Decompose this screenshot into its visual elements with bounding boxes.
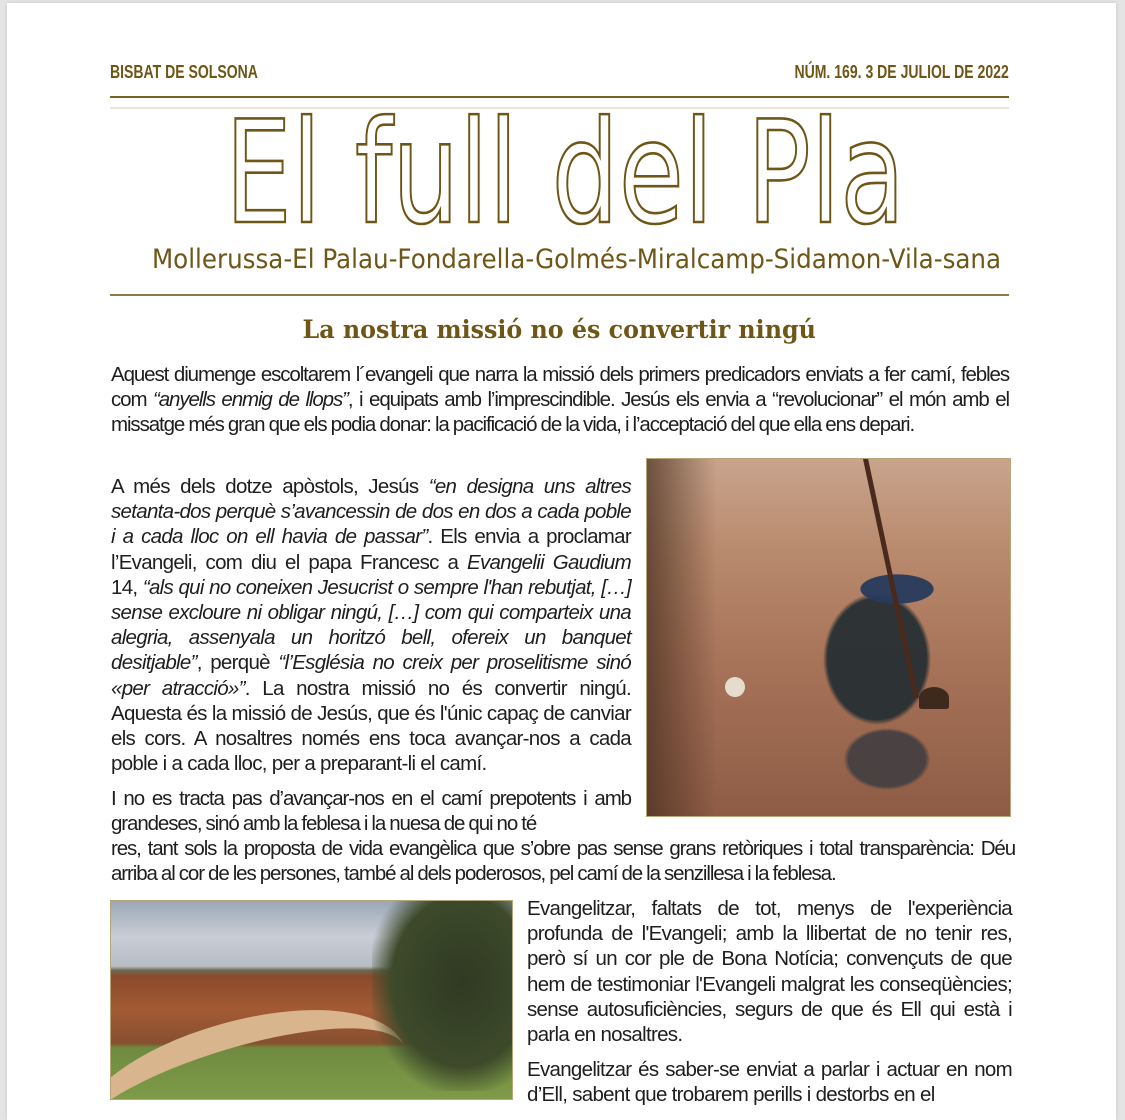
page-header <box>110 60 1009 84</box>
paragraph-2 <box>111 474 631 776</box>
paragraph-4 <box>527 896 1012 1047</box>
church-quote: “l’Església no creix per proselitisme sinó «per atracció»” <box>111 651 632 700</box>
header-rule <box>110 96 1009 98</box>
masthead-rule <box>110 294 1009 296</box>
gospel-quote: “en designa uns altres setanta-dos perquè s’avancessin de dos en dos a cada poble i a cada lloc on ell havia de passar” <box>111 475 632 549</box>
paragraph-3b <box>111 836 1015 886</box>
text-run: A més dels dotze apòstols, Jesús <box>111 475 429 498</box>
masthead-subtitle <box>110 242 1009 278</box>
hoe-handle <box>863 458 919 699</box>
issue-date-label: NÚM. 169. 3 DE JULIOL DE 2022 <box>794 62 1009 82</box>
intro-text <box>111 362 1009 438</box>
worker-photo <box>646 458 1011 817</box>
text-run: , perquè <box>196 651 279 675</box>
masthead-title <box>215 100 915 240</box>
headline-text: La nostra missió no és convertir ningú <box>302 315 817 344</box>
road-photo <box>110 900 513 1100</box>
paragraph-3a-text: I no es tracta pas d’avançar-nos en el camí prepotents i amb grandeses, sinó amb la feblesa i la nuesa de qui no té <box>111 787 631 836</box>
paragraph-4-text: Evangelitzar, faltats de tot, menys de l'experiència profunda de l'Evangeli; amb la llibertat de no tenir res, però sí un cor ple de Bona Notícia; convençuts de que hem de testimoniar l'Evangeli malgrat les conseqüències; sense autosuficiències, segurs de que és Ell qui està i parla en nosaltres. <box>527 897 1012 1047</box>
photo-shade <box>647 459 717 816</box>
article-headline <box>110 314 1009 346</box>
pope-quote: “als qui no coneixen Jesucrist o sempre l'han rebutjat, […] sense excloure ni obligar ningú, […] com qui comparteix una alegria, assenyala un horitzó bell, ofereix un banquet desitjable” <box>111 575 631 675</box>
publisher-label: BISBAT DE SOLSONA <box>110 62 258 82</box>
intro-quote: “anyells enmig de llops” <box>153 388 348 412</box>
masthead-title-svg <box>215 100 915 240</box>
glove <box>725 677 745 697</box>
document-title: Evangelii Gaudium <box>467 550 632 574</box>
paragraph-5-text: Evangelitzar és saber-se enviat a parlar i actuar en nom d’Ell, sabent que trobarem perills i destorbs en el <box>527 1058 1012 1107</box>
paragraph-2-text <box>111 474 631 776</box>
intro-run: , i equipats amb l’imprescindible. Jesús els envia a “revolucionar” el món amb el missatge més gran que els podia donar: la pacificació de la vida, i l’acceptació del que ella ens depari. <box>111 388 1009 437</box>
paragraph-5 <box>527 1057 1012 1107</box>
paragraph-3a <box>111 786 631 836</box>
paragraph-3b-text: res, tant sols la proposta de vida evangèlica que s’obre pas sense grans retòriques i total transparència: Déu arriba al cor de les persones, també al dels poderosos, pel camí de la senzillesa i la feblesa. <box>111 837 1015 886</box>
masthead-title-text: El full del Pla <box>225 100 905 240</box>
text-run: . Els envia a proclamar l’Evangeli, com diu el papa Francesc a <box>111 525 631 574</box>
parishes-list: Mollerussa-El Palau-Fondarella-Golmés-Miralcamp-Sidamon-Vila-sana <box>151 244 1002 275</box>
intro-paragraph <box>111 362 1009 438</box>
text-run: . La nostra missió no és convertir ningú. Aquesta és la missió de Jesús, que és l'únic capaç de canviar els cors. A nosaltres només ens toca avançar-nos a cada poble i a cada lloc, per a preparant-li el camí. <box>111 676 631 776</box>
intro-run: Aquest diumenge escoltarem l´evangeli que narra la missió dels primers predicadors enviats a fer camí, febles com <box>111 363 1009 412</box>
hoe-blade <box>919 687 949 709</box>
tree <box>372 900 513 1091</box>
text-run: 14, <box>111 575 143 599</box>
